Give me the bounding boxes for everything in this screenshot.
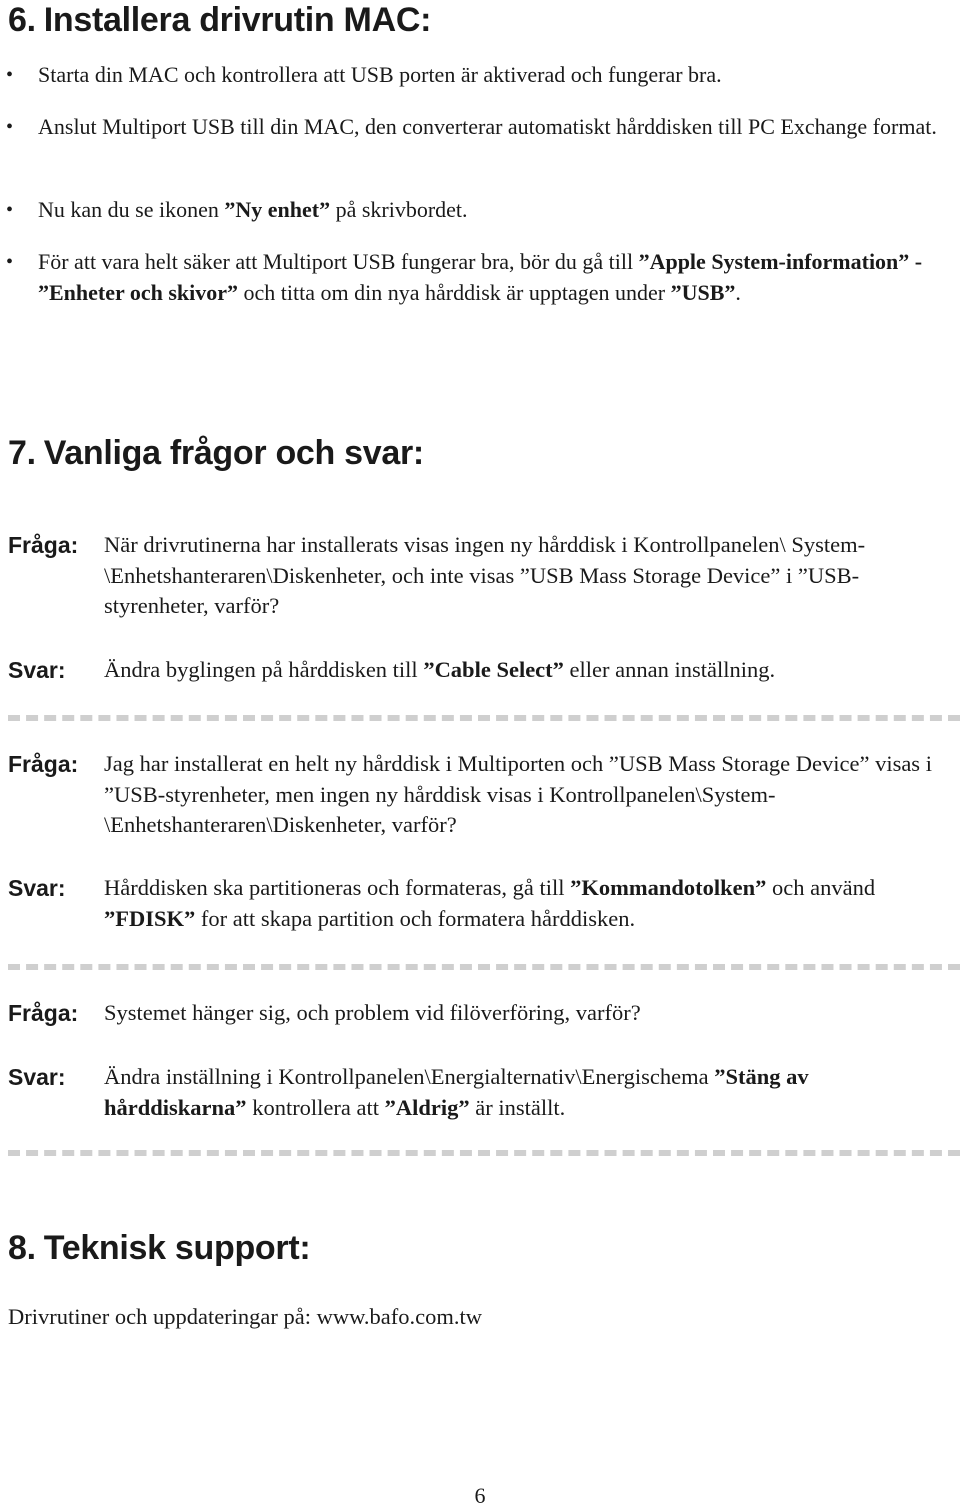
answer-text: kontrollera att: [246, 1094, 385, 1120]
bullet-emphasis: ”Apple System-information” - ”Enheter och skivor”: [38, 249, 923, 305]
faq-3-answer: [104, 1062, 944, 1123]
faq-2-answer: [104, 873, 944, 934]
bullet-icon: •: [6, 251, 14, 273]
answer-label: Svar:: [8, 1064, 66, 1090]
answer-emphasis: ”Aldrig”: [384, 1094, 470, 1120]
faq-1-question: När drivrutinerna har installerats visas ingen ny hårddisk i Kontrollpanelen\ System-\Enhetshanteraren\Diskenheter, och inte visas ”USB Mass Storage Device” i ”USB-styrenheter, varför?: [104, 532, 866, 618]
bullet-emphasis: ”USB”: [670, 279, 736, 305]
section-6-number: 6.: [8, 1, 36, 39]
faq-2-question: Jag har installerat en helt ny hårddisk i Multiporten och ”USB Mass Storage Device” visas i ”USB-styrenheter, men ingen ny hårddisk visas i Kontrollpanelen\System-\Enhetshanteraren\Diskenheter, varför?: [104, 751, 932, 837]
faq-1-answer: [104, 655, 944, 686]
bullet-text: och titta om din nya hårddisk är upptagen under: [238, 279, 671, 305]
answer-emphasis: ”FDISK”: [104, 905, 196, 931]
bullet-text: på skrivbordet.: [330, 197, 468, 222]
faq-3-question: Systemet hänger sig, och problem vid filöverföring, varför?: [104, 1000, 641, 1025]
bullet-emphasis: ”Ny enhet”: [224, 197, 331, 222]
answer-text: Ändra byglingen på hårddisken till: [104, 657, 424, 682]
list-item: [6, 60, 948, 91]
answer-text: eller annan inställning.: [563, 657, 776, 682]
section-6-heading: [8, 0, 431, 40]
bullet-text: Anslut Multiport USB till din MAC, den converterar automatiskt hårddisken till PC Exchange format.: [38, 114, 937, 139]
section-6-title: Installera drivrutin MAC:: [43, 1, 432, 39]
bullet-text: Starta din MAC och kontrollera att USB porten är aktiverad och fungerar bra.: [38, 62, 722, 87]
faq-divider: [8, 964, 960, 970]
bullet-text: .: [735, 279, 741, 305]
answer-emphasis: ”Cable Select”: [423, 657, 564, 682]
answer-text: Ändra inställning i Kontrollpanelen\Energialternativ\Energischema: [104, 1064, 715, 1089]
answer-text: och använd: [766, 875, 876, 900]
section-8-number: 8.: [8, 1229, 36, 1267]
section-7-heading: [8, 433, 424, 473]
section-8-heading: [8, 1228, 310, 1268]
list-item: [6, 112, 948, 143]
answer-emphasis: ”Stäng av hårddiskarna”: [104, 1064, 809, 1120]
answer-text: Hårddisken ska partitioneras och formateras, gå till: [104, 875, 571, 900]
question-label: Fråga:: [8, 1000, 79, 1026]
bullet-text: För att vara helt säker att Multiport USB fungerar bra, bör du gå till: [38, 249, 639, 274]
answer-label: Svar:: [8, 875, 66, 901]
section-8-title: Teknisk support:: [43, 1229, 311, 1267]
question-label: Fråga:: [8, 532, 79, 558]
list-item: [6, 247, 948, 308]
list-item: [6, 195, 948, 226]
page-number: 6: [474, 1483, 486, 1508]
section-7-number: 7.: [8, 434, 36, 472]
question-label: Fråga:: [8, 751, 79, 777]
answer-text: är inställt.: [469, 1094, 566, 1120]
section-7-title: Vanliga frågor och svar:: [43, 434, 424, 472]
bullet-icon: •: [6, 116, 14, 138]
bullet-icon: •: [6, 199, 14, 221]
bullet-icon: •: [6, 64, 14, 86]
bullet-text: Nu kan du se ikonen: [38, 197, 225, 222]
faq-divider: [8, 715, 960, 721]
answer-text: for att skapa partition och formatera hårddisken.: [195, 905, 636, 931]
answer-emphasis: ”Kommandotolken”: [570, 875, 767, 900]
answer-label: Svar:: [8, 657, 66, 683]
support-text: Drivrutiner och uppdateringar på: www.bafo.com.tw: [8, 1304, 483, 1329]
faq-divider: [8, 1150, 960, 1156]
